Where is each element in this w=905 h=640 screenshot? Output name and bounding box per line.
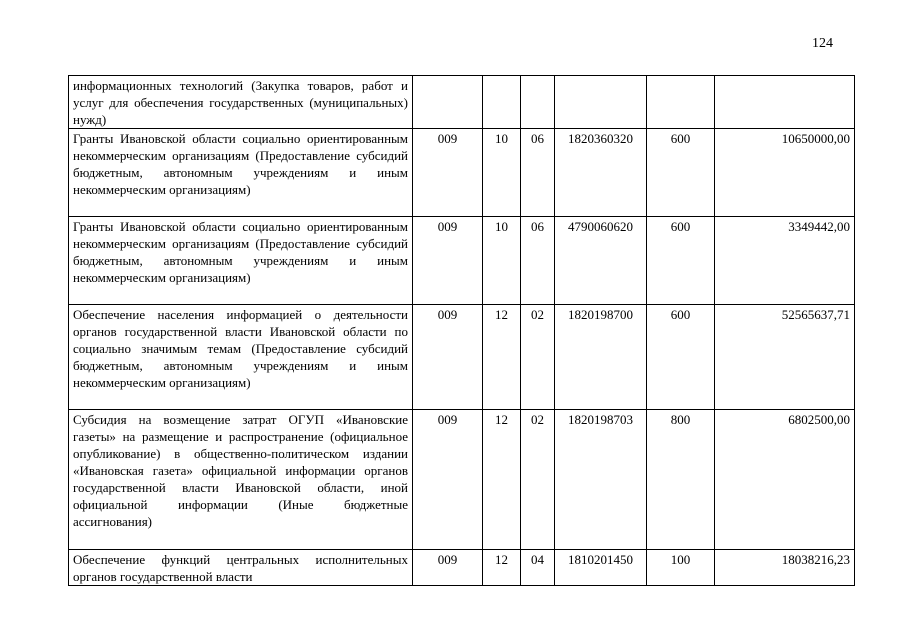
row-description: Обеспечение функций центральных исполнительных органов государственной власти <box>69 550 413 586</box>
section-code: 12 <box>483 550 521 586</box>
subsection-code: 02 <box>521 305 555 410</box>
amount: 6802500,00 <box>715 410 855 550</box>
section-code: 10 <box>483 129 521 217</box>
target-code: 1820198703 <box>555 410 647 550</box>
ministry-code <box>413 76 483 129</box>
row-description: Гранты Ивановской области социально ориентированным некоммерческим организациям (Предоставление субсидий бюджетным, автономным учреждениям и иным некоммерческим организациям) <box>69 217 413 305</box>
table-row <box>69 129 855 217</box>
amount: 18038216,23 <box>715 550 855 586</box>
amount: 10650000,00 <box>715 129 855 217</box>
row-description: информационных технологий (Закупка товаров, работ и услуг для обеспечения государственных (муниципальных) нужд) <box>69 76 413 129</box>
expense-type-code: 600 <box>647 217 715 305</box>
ministry-code: 009 <box>413 129 483 217</box>
row-description: Гранты Ивановской области социально ориентированным некоммерческим организациям (Предоставление субсидий бюджетным, автономным учреждениям и иным некоммерческим организациям) <box>69 129 413 217</box>
target-code: 1820360320 <box>555 129 647 217</box>
target-code <box>555 76 647 129</box>
ministry-code: 009 <box>413 217 483 305</box>
table-row <box>69 305 855 410</box>
expense-type-code: 600 <box>647 305 715 410</box>
table-row <box>69 217 855 305</box>
page-number: 124 <box>812 36 833 51</box>
ministry-code: 009 <box>413 305 483 410</box>
subsection-code <box>521 76 555 129</box>
ministry-code: 009 <box>413 550 483 586</box>
row-description: Обеспечение населения информацией о деятельности органов государственной власти Ивановской области по социально значимым темам (Предоставление субсидий бюджетным, автономным учреждениям и иным некоммерческим организациям) <box>69 305 413 410</box>
section-code: 12 <box>483 305 521 410</box>
expense-type-code: 600 <box>647 129 715 217</box>
section-code: 10 <box>483 217 521 305</box>
subsection-code: 02 <box>521 410 555 550</box>
target-code: 4790060620 <box>555 217 647 305</box>
expense-type-code: 100 <box>647 550 715 586</box>
amount: 3349442,00 <box>715 217 855 305</box>
subsection-code: 04 <box>521 550 555 586</box>
table-row <box>69 76 855 129</box>
row-description: Субсидия на возмещение затрат ОГУП «Ивановские газеты» на размещение и распространение (официальное опубликование) в общественно-политическом издании «Ивановская газета» официальной информации органов государственной власти Ивановской области, иной официальной информации (Иные бюджетные ассигнования) <box>69 410 413 550</box>
amount <box>715 76 855 129</box>
expense-type-code <box>647 76 715 129</box>
section-code: 12 <box>483 410 521 550</box>
table-row <box>69 550 855 586</box>
target-code: 1820198700 <box>555 305 647 410</box>
subsection-code: 06 <box>521 129 555 217</box>
budget-table <box>68 75 855 586</box>
ministry-code: 009 <box>413 410 483 550</box>
amount: 52565637,71 <box>715 305 855 410</box>
section-code <box>483 76 521 129</box>
subsection-code: 06 <box>521 217 555 305</box>
table-row <box>69 410 855 550</box>
expense-type-code: 800 <box>647 410 715 550</box>
target-code: 1810201450 <box>555 550 647 586</box>
